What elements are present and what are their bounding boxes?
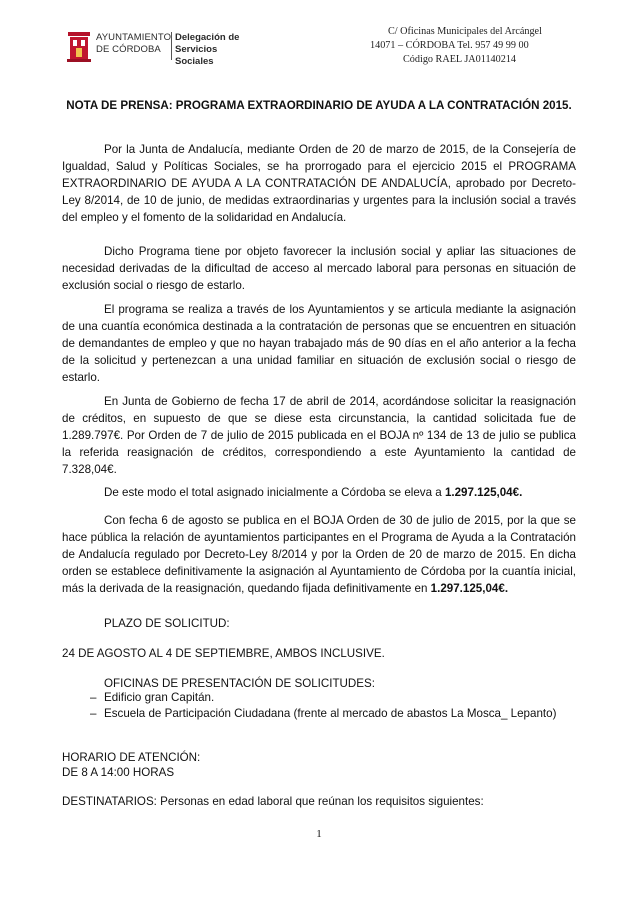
logo-department xyxy=(175,32,256,68)
paragraph-6-text: Con fecha 6 de agosto se publica en el BOJA Orden de 30 de julio de 2015, por la que se hace pública la relación de ayuntamientos participantes en el Programa de Ayuda a la Contratación de Andalucía regulado por Decreto-Ley 8/2014 y por la Orden de 20 de marzo de 2015. En dicha orden se establece definitivamente la asignación al Ayuntamiento de Córdoba por la cuantía inicial, más la derivada de la reasignación, quedando fijada definitivamente en xyxy=(62,514,576,595)
paragraph-2: Dicho Programa tiene por objeto favorecer la inclusión social y apliar las situaciones de necesidad derivadas de la dificultad de acceso al mercado laboral para personas en situación de exclusión social o riesgo de estarlo. xyxy=(62,245,576,292)
logo-dept-line2: Servicios Sociales xyxy=(175,44,218,67)
press-release-title: NOTA DE PRENSA: PROGRAMA EXTRAORDINARIO DE AYUDA A LA CONTRATACIÓN 2015. xyxy=(66,99,572,112)
paragraph-5 xyxy=(62,485,576,502)
logo-name xyxy=(96,32,171,56)
oficina-item-2 xyxy=(90,706,576,723)
paragraph-1: Por la Junta de Andalucía, mediante Orden de 20 de marzo de 2015, de la Consejería de Igualdad, Salud y Políticas Sociales, se ha prorrogado para el ejercicio 2015 el PROGRAMA EXTRAORDINARIO DE AYUDA A LA CONTRATACIÓN DE ANDALUCÍA, aprobado por Decreto-Ley 8/2014, de 10 de junio, de medidas extraordinarias y urgentes para la inclusión social a través del empleo y el fomento de la solidaridad en Andalucía. xyxy=(62,143,576,224)
paragraph-5-text: De este modo el total asignado inicialmente a Córdoba se eleva a xyxy=(104,486,445,499)
address-line2: 14071 – CÓRDOBA Tel. 957 49 99 00 xyxy=(370,40,529,51)
list-dash: – xyxy=(90,707,97,720)
plazo-value: 24 DE AGOSTO AL 4 DE SEPTIEMBRE, AMBOS INCLUSIVE. xyxy=(62,647,385,660)
logo-divider xyxy=(171,32,172,60)
oficinas-label: OFICINAS DE PRESENTACIÓN DE SOLICITUDES: xyxy=(104,677,375,690)
paragraph-6-amount: 1.297.125,04€. xyxy=(430,581,509,595)
plazo-label: PLAZO DE SOLICITUD: xyxy=(104,617,230,630)
paragraph-5-amount: 1.297.125,04€. xyxy=(444,486,523,499)
list-dash: – xyxy=(90,691,97,704)
oficina-item-1-text: Edificio gran Capitán. xyxy=(104,691,215,704)
horario-label: HORARIO DE ATENCIÓN: xyxy=(62,751,201,764)
oficina-item-1 xyxy=(90,690,576,707)
oficina-item-2-text: Escuela de Participación Ciudadana (frente al mercado de abastos La Mosca_ Lepanto) xyxy=(104,707,557,720)
ayuntamiento-logo xyxy=(66,26,256,70)
horario-value: DE 8 A 14:00 HORAS xyxy=(62,766,175,779)
city-shield-icon xyxy=(66,30,92,64)
page-number: 1 xyxy=(316,828,322,840)
logo-dept-line1: Delegación de xyxy=(175,32,240,43)
paragraph-6 xyxy=(62,513,576,598)
destinatarios-line: DESTINATARIOS: Personas en edad laboral que reúnan los requisitos siguientes: xyxy=(62,795,484,808)
address-line3: Código RAEL JA01140214 xyxy=(403,54,517,65)
logo-line1: AYUNTAMIENTO xyxy=(96,32,172,43)
paragraph-4: En Junta de Gobierno de fecha 17 de abril de 2014, acordándose solicitar la reasignación de créditos, en supuesto de que se diese esta circunstancia, la cantidad solicitada fue de 1.289.797€. Por Orden de 7 de julio de 2015 publicada en el BOJA nº 134 de 13 de julio se publica la referida reasignación de créditos, correspondiendo a este Ayuntamiento la cantidad de 7.328,04€. xyxy=(62,395,576,476)
logo-line2: DE CÓRDOBA xyxy=(96,44,161,55)
paragraph-3: El programa se realiza a través de los Ayuntamientos y se articula mediante la asignación de una cuantía económica destinada a la contratación de personas que se encuentren en situación de demandantes de empleo y que no hayan trabajado más de 90 días en el año anterior a la fecha de la solicitud y pertenezcan a una unidad familiar en situación de exclusión social o riesgo de estarlo. xyxy=(62,303,576,384)
address-line1: C/ Oficinas Municipales del Arcángel xyxy=(388,26,542,37)
